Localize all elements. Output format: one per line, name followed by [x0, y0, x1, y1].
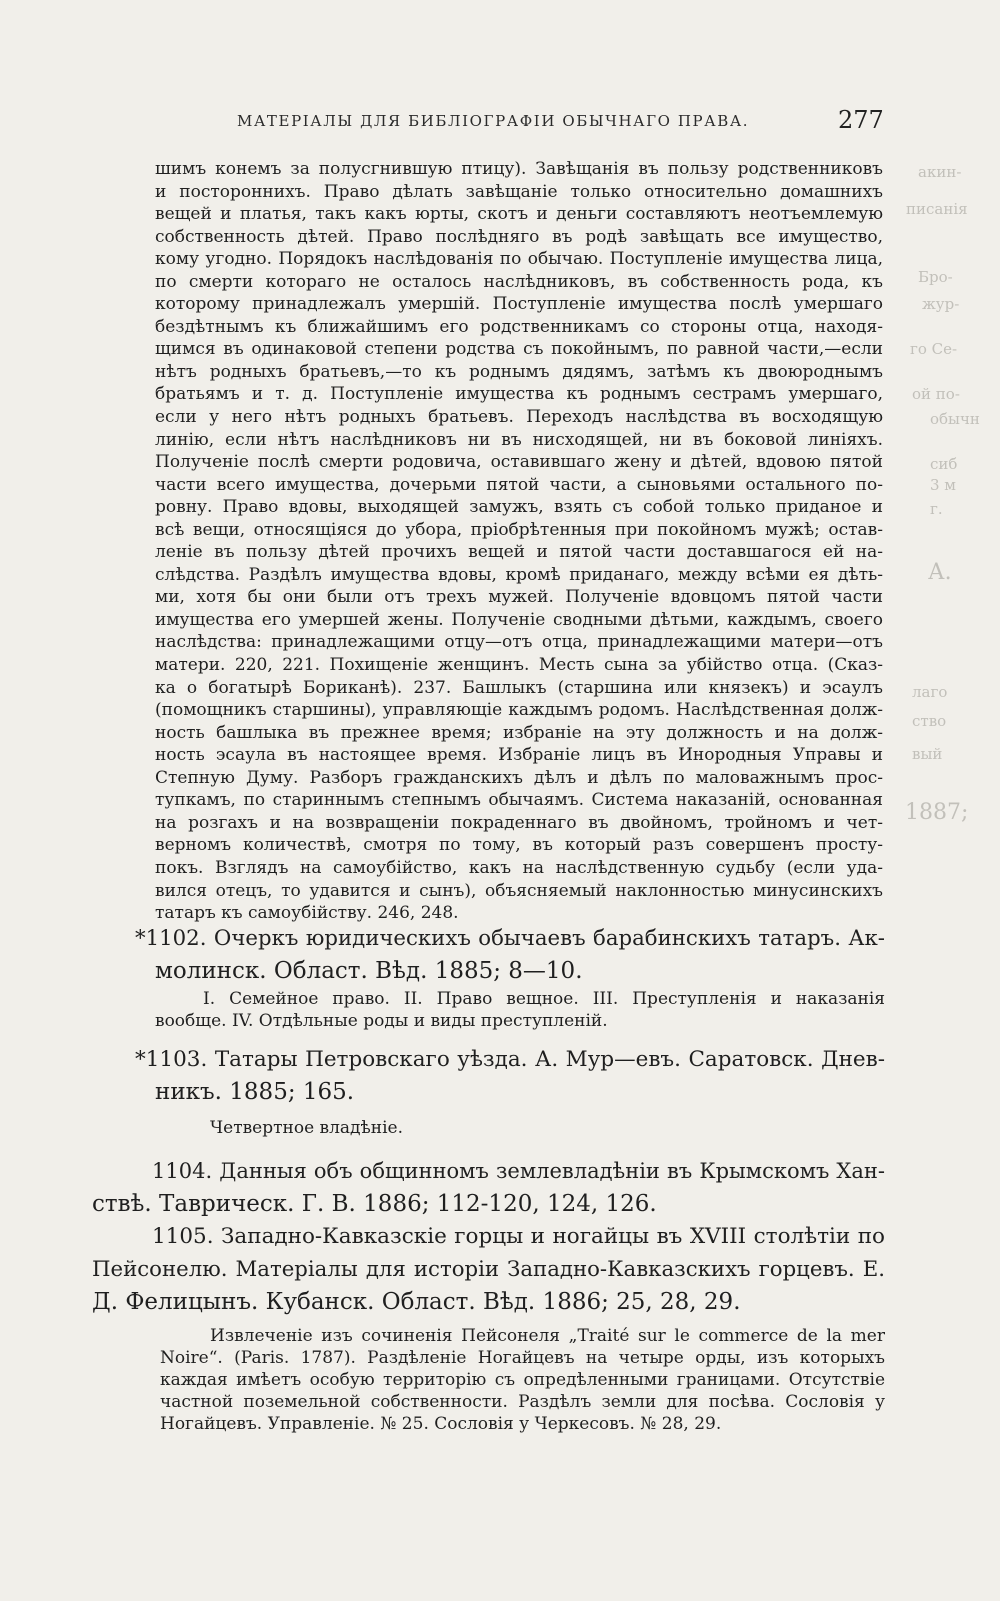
- text-line: бездѣтнымъ къ ближайшимъ его родственникамъ со стороны отца, находя-: [155, 316, 883, 337]
- text-line: тупкамъ, по стариннымъ степнымъ обычаямъ. Система наказаній, основанная: [155, 790, 883, 811]
- text-line: вещей и платья, такъ какъ юрты, скотъ и деньги составляютъ неотъемлемую: [155, 204, 883, 225]
- bleed-through-text: ой по-: [912, 385, 960, 403]
- entry-line: никъ. 1885; 165.: [155, 1079, 355, 1105]
- text-line: ровну. Право вдовы, выходящей замужъ, взять съ собой только приданое и: [155, 497, 883, 518]
- bleed-through-text: го Се-: [910, 340, 958, 358]
- note-line: вообще. IV. Отдѣльные роды и виды преступленій.: [155, 1011, 608, 1031]
- text-line: матери. 220, 221. Похищеніе женщинъ. Месть сына за убійство отца. (Сказ-: [155, 655, 883, 676]
- bleed-through-text: обычн: [930, 410, 980, 428]
- running-header: [0, 106, 1000, 136]
- text-line: верномъ количествѣ, смотря по тому, въ который разъ совершенъ просту-: [155, 835, 883, 856]
- text-line: леніе въ пользу дѣтей прочихъ вещей и пятой части доставшагося ей на-: [155, 542, 883, 563]
- text-line: вился отецъ, то удавится и сынъ), объясняемый наклонностью минусинскихъ: [155, 880, 883, 901]
- entry-line: 1104. Данныя объ общинномъ землевладѣніи въ Крымскомъ Хан-: [152, 1159, 885, 1183]
- bleed-through-text: г.: [930, 500, 943, 518]
- bleed-through-text: ство: [912, 712, 947, 730]
- bleed-through-text: писанія: [906, 200, 968, 218]
- bleed-through-text: сиб: [930, 455, 958, 473]
- text-line: по смерти котораго не осталось наслѣдниковъ, въ собственность рода, къ: [155, 271, 883, 292]
- text-line: кому угодно. Порядокъ наслѣдованія по обычаю. Поступленіе имущества лица,: [155, 249, 883, 270]
- bibliography-entry-1102: [135, 922, 885, 988]
- text-line: Степную Думу. Разборъ гражданскихъ дѣлъ и дѣлъ по маловажнымъ прос-: [155, 767, 883, 788]
- bleed-through-text: жур-: [922, 295, 960, 313]
- text-line: ка о богатырѣ Бориканѣ). 237. Башлыкъ (старшина или князекъ) и эсаулъ: [155, 677, 883, 698]
- text-line: нѣтъ родныхъ братьевъ,—то къ роднымъ дядямъ, затѣмъ къ двоюроднымъ: [155, 361, 883, 382]
- bibliography-entry-1105: [92, 1220, 885, 1319]
- text-line: если у него нѣтъ родныхъ братьевъ. Переходъ наслѣдства въ восходящую: [155, 407, 883, 428]
- note-line: каждая имѣетъ особую территорію съ опредѣленными границами. Отсутствіе: [160, 1370, 885, 1390]
- entry-line: 1105. Западно-Кавказскіе горцы и ногайцы въ XVIII столѣтіи по: [152, 1224, 885, 1249]
- bleed-through-text: 1887;: [905, 800, 969, 825]
- bibliography-entry-1104: [92, 1155, 885, 1221]
- note-line: частной поземельной собственности. Раздѣлъ земли для посѣва. Сословія у: [160, 1392, 885, 1412]
- entry-line: Д. Фелицынъ. Кубанск. Област. Вѣд. 1886; 25, 28, 29.: [92, 1289, 741, 1315]
- text-line: наслѣдства: принадлежащими отцу—отъ отца, принадлежащими матери—отъ: [155, 632, 883, 653]
- entry-line: Пейсонелю. Матеріалы для исторіи Западно-Кавказскихъ горцевъ. Е.: [92, 1257, 885, 1282]
- text-line: и постороннихъ. Право дѣлать завѣщаніе только относительно домашнихъ: [155, 181, 883, 202]
- entry-line: молинск. Област. Вѣд. 1885; 8—10.: [155, 958, 583, 984]
- text-line: ми, хотя бы они были отъ трехъ мужей. Полученіе вдовцомъ пятой части: [155, 587, 883, 608]
- text-line: татаръ къ самоубійству. 246, 248.: [155, 903, 459, 924]
- text-line: братьямъ и т. д. Поступленіе имущества къ роднымъ сестрамъ умершаго,: [155, 384, 883, 405]
- entry-line: *1102. Очеркъ юридическихъ обычаевъ барабинскихъ татаръ. Ак-: [135, 926, 885, 951]
- note-line: Извлеченіе изъ сочиненія Пейсонеля „Traité sur le commerce de la mer: [210, 1326, 885, 1346]
- text-line: Полученіе послѣ смерти родовича, оставившаго жену и дѣтей, вдовою пятой: [155, 452, 883, 473]
- text-line: щимся въ одинаковой степени родства съ покойнымъ, по равной части,—если: [155, 339, 883, 360]
- bibliography-entry-1103: [135, 1043, 885, 1109]
- text-line: линію, если нѣтъ наслѣдниковъ ни въ нисходящей, ни въ боковой линіяхъ.: [155, 429, 883, 450]
- text-line: покъ. Взглядъ на самоубійство, какъ на наслѣдственную судьбу (если уда-: [155, 857, 883, 878]
- text-line: собственность дѣтей. Право послѣдняго въ родѣ завѣщать все имущество,: [155, 226, 883, 247]
- text-line: имущества его умершей жены. Полученіе сводными дѣтьми, каждымъ, своего: [155, 609, 883, 630]
- page-number: 277: [838, 106, 884, 134]
- note-line: Четвертное владѣніе.: [210, 1118, 404, 1138]
- bleed-through-text: вый: [912, 745, 943, 763]
- text-line: части всего имущества, дочерьми пятой части, а сыновьями остального по-: [155, 474, 883, 495]
- bleed-through-text: А.: [928, 560, 952, 585]
- text-line: слѣдства. Раздѣлъ имущества вдовы, кромѣ приданаго, между всѣми ея дѣть-: [155, 564, 883, 585]
- text-line: ность эсаула въ настоящее время. Избраніе лицъ въ Инородныя Управы и: [155, 745, 883, 766]
- bleed-through-text: лаго: [912, 683, 948, 701]
- note-line: Noire“. (Paris. 1787). Раздѣленіе Ногайцевъ на четыре орды, изъ которыхъ: [160, 1348, 885, 1368]
- entry-note-1105: [160, 1325, 885, 1435]
- text-line: ность башлыка въ прежнее время; избраніе на эту должность и на долж-: [155, 722, 883, 743]
- entry-note-1102: [155, 988, 885, 1032]
- note-line: I. Семейное право. II. Право вещное. III. Преступленія и наказанія: [203, 989, 885, 1009]
- text-line: которому принадлежалъ умершій. Поступленіе имущества послѣ умершаго: [155, 294, 883, 315]
- continued-paragraph: [155, 158, 883, 925]
- note-line: Ногайцевъ. Управленіе. № 25. Сословія у Черкесовъ. № 28, 29.: [160, 1414, 722, 1434]
- text-line: на розгахъ и на возвращеніи покраденнаго въ двойномъ, тройномъ и чет-: [155, 812, 883, 833]
- text-line: (помощникъ старшины), управляющіе каждымъ родомъ. Наслѣдственная долж-: [155, 700, 883, 721]
- bleed-through-text: 3 м: [930, 476, 956, 494]
- entry-line: *1103. Татары Петровскаго уѣзда. А. Мур—евъ. Саратовск. Днев-: [135, 1047, 885, 1072]
- text-line: шимъ конемъ за полусгнившую птицу). Завѣщанія въ пользу родственниковъ: [155, 159, 883, 179]
- entry-note-1103: [210, 1117, 710, 1139]
- entry-line: ствѣ. Таврическ. Г. В. 1886; 112-120, 124, 126.: [92, 1191, 657, 1217]
- bleed-through-text: Бро-: [918, 268, 953, 286]
- running-title: МАТЕРІАЛЫ ДЛЯ БИБЛІОГРАФІИ ОБЫЧНАГО ПРАВА.: [237, 112, 750, 130]
- text-line: всѣ вещи, относящіяся до убора, пріобрѣтенныя при покойномъ мужѣ; остав-: [155, 519, 883, 540]
- bleed-through-text: акин-: [918, 163, 962, 181]
